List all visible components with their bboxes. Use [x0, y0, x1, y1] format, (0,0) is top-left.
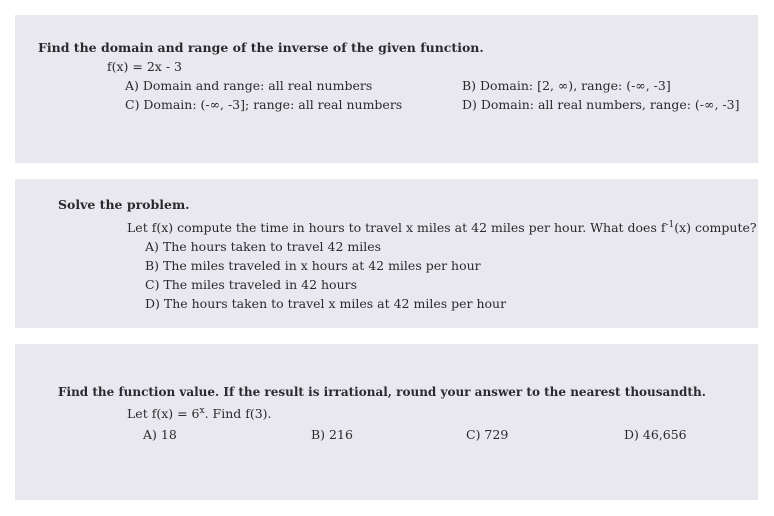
- question-1-instruction: Find the domain and range of the inverse of the given function.: [38, 40, 484, 55]
- question-1-panel: [15, 15, 758, 163]
- question-2-choice-b: B) The miles traveled in x hours at 42 miles per hour: [145, 258, 481, 273]
- question-1-choice-d: D) Domain: all real numbers, range: (-∞, -3]: [462, 97, 740, 112]
- question-3-choice-b: B) 216: [311, 427, 353, 442]
- question-2-prompt-before: Let f(x) compute the time in hours to travel x miles at 42 miles per hour. What does f: [127, 220, 666, 235]
- question-3-prompt-superscript: x: [199, 405, 205, 416]
- question-2-choice-d: D) The hours taken to travel x miles at 42 miles per hour: [145, 296, 507, 311]
- question-3-choice-a: A) 18: [143, 427, 177, 442]
- question-3-prompt: [127, 406, 272, 421]
- question-2-choice-c: C) The miles traveled in 42 hours: [145, 277, 358, 292]
- question-1-choice-a: A) Domain and range: all real numbers: [125, 78, 373, 93]
- question-3-choice-d: D) 46,656: [624, 427, 687, 442]
- question-1-choice-b: B) Domain: [2, ∞), range: (-∞, -3]: [462, 78, 671, 93]
- question-3-prompt-before: Let f(x) = 6: [127, 406, 200, 421]
- question-2-prompt-after: (x) compute?: [674, 220, 757, 235]
- question-2-choice-a: A) The hours taken to travel 42 miles: [145, 239, 382, 254]
- question-3-instruction: Find the function value. If the result is irrational, round your answer to the nearest thousandth.: [58, 385, 706, 399]
- question-3-choice-c: C) 729: [466, 427, 509, 442]
- question-3-prompt-after: . Find f(3).: [204, 406, 272, 421]
- question-2-instruction: Solve the problem.: [58, 197, 190, 212]
- question-2-prompt-superscript: -1: [665, 219, 675, 230]
- question-1-function: f(x) = 2x - 3: [107, 59, 182, 74]
- question-3-panel: [15, 344, 758, 500]
- question-2-prompt: [127, 220, 757, 235]
- question-2-panel: [15, 179, 758, 328]
- question-1-choice-c: C) Domain: (-∞, -3]; range: all real numbers: [125, 97, 403, 112]
